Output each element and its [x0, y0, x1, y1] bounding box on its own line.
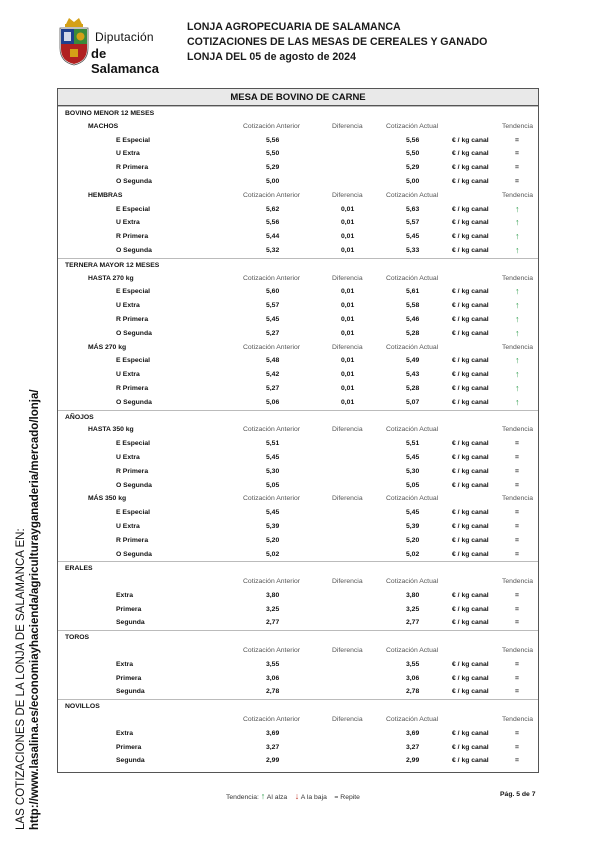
trend-same: =	[515, 757, 519, 765]
trend-same: =	[515, 729, 519, 737]
row-previous-price: 5,48	[266, 357, 280, 365]
row-current-price: 5,50	[406, 150, 420, 158]
section-name: TOROS	[65, 634, 90, 642]
column-header-row	[58, 575, 538, 589]
table-row	[58, 313, 538, 327]
section-row	[58, 106, 538, 120]
col-header-actual: Cotización Actual	[386, 578, 439, 586]
row-unit: € / kg canal	[452, 177, 489, 185]
row-unit: € / kg canal	[452, 660, 489, 668]
row-category: Primera	[116, 674, 142, 682]
legend-up: Al alza	[266, 794, 288, 801]
arrow-up-icon: ↑	[515, 313, 520, 324]
section-name: TERNERA MAYOR 12 MESES	[65, 261, 160, 269]
row-previous-price: 2,99	[266, 757, 280, 765]
table-row	[58, 216, 538, 230]
document-header	[187, 20, 487, 65]
row-unit: € / kg canal	[452, 233, 489, 241]
row-difference: 0,01	[341, 329, 355, 337]
row-current-price: 5,07	[406, 398, 420, 406]
row-unit: € / kg canal	[452, 219, 489, 227]
row-current-price: 3,27	[406, 743, 420, 751]
col-header-actual: Cotización Actual	[386, 122, 439, 130]
row-category: O Segunda	[116, 550, 152, 558]
trend-same: =	[515, 150, 519, 158]
group-header-row	[58, 189, 538, 203]
trend-same: =	[515, 674, 519, 682]
row-difference: 0,01	[341, 384, 355, 392]
row-category: R Primera	[116, 164, 149, 172]
row-unit: € / kg canal	[452, 509, 489, 517]
group-header-row	[58, 120, 538, 134]
row-unit: € / kg canal	[452, 743, 489, 751]
col-header-tendencia: Tendencia	[502, 716, 533, 724]
table-row	[58, 230, 538, 244]
table-row	[58, 437, 538, 451]
header-date: LONJA DEL 05 de agosto de 2024	[187, 51, 356, 63]
col-header-tendencia: Tendencia	[502, 495, 533, 503]
legend-down: A la baja	[300, 794, 327, 801]
row-current-price: 5,30	[406, 467, 420, 475]
table-row	[58, 685, 538, 699]
table-row	[58, 672, 538, 686]
row-unit: € / kg canal	[452, 591, 489, 599]
vertical-sidebar	[14, 130, 42, 830]
col-header-tendencia: Tendencia	[502, 426, 533, 434]
row-current-price: 5,51	[406, 440, 420, 448]
trend-same: =	[515, 536, 519, 544]
group-name: MÁS 350 kg	[88, 495, 127, 503]
row-unit: € / kg canal	[452, 729, 489, 737]
row-category: O Segunda	[116, 398, 152, 406]
group-name: HEMBRAS	[88, 191, 123, 199]
row-unit: € / kg canal	[452, 522, 489, 530]
col-header-actual: Cotización Actual	[386, 343, 439, 351]
table-row	[58, 147, 538, 161]
row-unit: € / kg canal	[452, 757, 489, 765]
row-category: U Extra	[116, 219, 140, 227]
row-previous-price: 5,32	[266, 246, 280, 254]
trend-same: =	[515, 136, 519, 144]
col-header-tendencia: Tendencia	[502, 578, 533, 586]
row-current-price: 5,28	[406, 329, 420, 337]
row-unit: € / kg canal	[452, 150, 489, 158]
row-category: Segunda	[116, 688, 145, 696]
table-row	[58, 727, 538, 741]
row-current-price: 5,45	[406, 509, 420, 517]
row-unit: € / kg canal	[452, 481, 489, 489]
section-row	[58, 410, 538, 424]
table-row	[58, 479, 538, 493]
row-current-price: 5,61	[406, 288, 420, 296]
row-category: U Extra	[116, 453, 140, 461]
row-category: E Especial	[116, 357, 151, 365]
arrow-up-icon: ↑	[515, 231, 520, 242]
trend-same: =	[515, 619, 519, 627]
row-previous-price: 3,80	[266, 591, 280, 599]
row-current-price: 5,39	[406, 522, 420, 530]
row-category: Primera	[116, 743, 142, 751]
row-unit: € / kg canal	[452, 329, 489, 337]
header-subtitle: COTIZACIONES DE LAS MESAS DE CEREALES Y GANADO	[187, 36, 488, 48]
row-difference: 0,01	[341, 315, 355, 323]
col-header-diferencia: Diferencia	[332, 578, 363, 586]
row-previous-price: 5,02	[266, 550, 280, 558]
row-current-price: 3,06	[406, 674, 420, 682]
col-header-actual: Cotización Actual	[386, 274, 439, 282]
col-header-anterior: Cotización Anterior	[243, 426, 301, 434]
table-row	[58, 603, 538, 617]
row-category: E Especial	[116, 205, 151, 213]
table-row	[58, 741, 538, 755]
row-unit: € / kg canal	[452, 453, 489, 461]
table-row	[58, 368, 538, 382]
arrow-up-icon: ↑	[515, 382, 520, 393]
row-unit: € / kg canal	[452, 302, 489, 310]
row-category: U Extra	[116, 302, 140, 310]
row-difference: 0,01	[341, 205, 355, 213]
col-header-anterior: Cotización Anterior	[243, 122, 301, 130]
table-body	[58, 106, 538, 768]
row-current-price: 2,99	[406, 757, 420, 765]
arrow-up-icon: ↑	[515, 286, 520, 297]
row-current-price: 3,25	[406, 605, 420, 613]
row-previous-price: 2,77	[266, 619, 280, 627]
row-current-price: 3,80	[406, 591, 420, 599]
row-category: Segunda	[116, 619, 145, 627]
row-previous-price: 5,62	[266, 205, 280, 213]
table-row	[58, 203, 538, 217]
row-unit: € / kg canal	[452, 536, 489, 544]
col-header-anterior: Cotización Anterior	[243, 647, 301, 655]
trend-same: =	[515, 481, 519, 489]
row-unit: € / kg canal	[452, 550, 489, 558]
row-previous-price: 5,45	[266, 509, 280, 517]
row-previous-price: 3,55	[266, 660, 280, 668]
row-previous-price: 5,06	[266, 398, 280, 406]
row-category: Extra	[116, 729, 134, 737]
section-name: BOVINO MENOR 12 MESES	[65, 110, 155, 117]
arrow-down-icon: ↓	[294, 791, 300, 801]
col-header-tendencia: Tendencia	[502, 122, 533, 130]
column-header-row	[58, 713, 538, 727]
row-category: E Especial	[116, 136, 151, 144]
section-row	[58, 258, 538, 272]
legend-prefix: Tendencia:	[226, 794, 259, 801]
table-row	[58, 465, 538, 479]
table-row	[58, 754, 538, 768]
col-header-tendencia: Tendencia	[502, 274, 533, 282]
table-row	[58, 134, 538, 148]
row-difference: 0,01	[341, 371, 355, 379]
table-row	[58, 658, 538, 672]
row-current-price: 2,77	[406, 619, 420, 627]
price-table	[57, 88, 539, 773]
col-header-diferencia: Diferencia	[332, 647, 363, 655]
diputacion-logo	[57, 14, 167, 76]
sidebar-url-link[interactable]: http://www.lasalina.es/economiayhacienda/agriculturayganaderia/mercado/lonja/	[29, 389, 41, 830]
row-previous-price: 5,45	[266, 453, 280, 461]
row-current-price: 5,05	[406, 481, 420, 489]
arrow-up-icon: ↑	[515, 244, 520, 255]
row-category: R Primera	[116, 315, 149, 323]
row-current-price: 5,29	[406, 164, 420, 172]
row-difference: 0,01	[341, 302, 355, 310]
logo-text-bottom: de Salamanca	[91, 46, 159, 76]
col-header-actual: Cotización Actual	[386, 191, 439, 199]
row-unit: € / kg canal	[452, 398, 489, 406]
table-title: MESA DE BOVINO DE CARNE	[58, 89, 538, 106]
trend-same: =	[515, 440, 519, 448]
col-header-actual: Cotización Actual	[386, 716, 439, 724]
row-difference: 0,01	[341, 246, 355, 254]
table-row	[58, 161, 538, 175]
row-difference: 0,01	[341, 233, 355, 241]
row-previous-price: 3,25	[266, 605, 280, 613]
row-previous-price: 5,30	[266, 467, 280, 475]
row-previous-price: 5,20	[266, 536, 280, 544]
table-row	[58, 520, 538, 534]
row-previous-price: 5,60	[266, 288, 280, 296]
table-row	[58, 589, 538, 603]
row-previous-price: 3,06	[266, 674, 280, 682]
table-row	[58, 382, 538, 396]
row-unit: € / kg canal	[452, 605, 489, 613]
col-header-tendencia: Tendencia	[502, 343, 533, 351]
group-header-row	[58, 341, 538, 355]
row-previous-price: 5,29	[266, 164, 280, 172]
row-category: O Segunda	[116, 177, 152, 185]
row-unit: € / kg canal	[452, 467, 489, 475]
row-unit: € / kg canal	[452, 688, 489, 696]
col-header-tendencia: Tendencia	[502, 647, 533, 655]
row-category: O Segunda	[116, 481, 152, 489]
row-difference: 0,01	[341, 357, 355, 365]
row-previous-price: 5,27	[266, 329, 280, 337]
group-header-row	[58, 272, 538, 286]
col-header-diferencia: Diferencia	[332, 495, 363, 503]
col-header-anterior: Cotización Anterior	[243, 716, 301, 724]
col-header-diferencia: Diferencia	[332, 343, 363, 351]
row-difference: 0,01	[341, 398, 355, 406]
trend-same: =	[515, 550, 519, 558]
row-previous-price: 5,44	[266, 233, 280, 241]
row-category: Extra	[116, 660, 134, 668]
col-header-anterior: Cotización Anterior	[243, 343, 301, 351]
trend-same: =	[515, 688, 519, 696]
arrow-up-icon: ↑	[515, 203, 520, 214]
row-difference: 0,01	[341, 288, 355, 296]
row-unit: € / kg canal	[452, 357, 489, 365]
row-category: O Segunda	[116, 329, 152, 337]
table-row	[58, 451, 538, 465]
row-current-price: 5,00	[406, 177, 420, 185]
arrow-up-icon: ↑	[515, 396, 520, 407]
row-previous-price: 5,57	[266, 302, 280, 310]
group-name: MÁS 270 kg	[88, 343, 127, 351]
trend-same: =	[515, 743, 519, 751]
group-header-row	[58, 423, 538, 437]
row-previous-price: 5,39	[266, 522, 280, 530]
table-row	[58, 327, 538, 341]
row-current-price: 5,20	[406, 536, 420, 544]
row-category: U Extra	[116, 522, 140, 530]
col-header-diferencia: Diferencia	[332, 274, 363, 282]
row-unit: € / kg canal	[452, 288, 489, 296]
logo-text-top: Diputación	[95, 30, 154, 44]
trend-same: =	[515, 509, 519, 517]
row-previous-price: 3,27	[266, 743, 280, 751]
row-current-price: 5,33	[406, 246, 420, 254]
row-current-price: 5,58	[406, 302, 420, 310]
row-current-price: 3,55	[406, 660, 420, 668]
row-current-price: 5,28	[406, 384, 420, 392]
row-category: Segunda	[116, 757, 145, 765]
section-name: AÑOJOS	[65, 413, 94, 421]
row-current-price: 5,57	[406, 219, 420, 227]
row-current-price: 2,78	[406, 688, 420, 696]
group-name: MACHOS	[88, 122, 119, 130]
table-row	[58, 244, 538, 258]
trend-same: =	[515, 522, 519, 530]
arrow-up-icon: ↑	[515, 355, 520, 366]
arrow-up-icon: ↑	[515, 369, 520, 380]
row-previous-price: 5,42	[266, 371, 280, 379]
row-current-price: 5,56	[406, 136, 420, 144]
row-category: U Extra	[116, 150, 140, 158]
row-unit: € / kg canal	[452, 384, 489, 392]
row-category: U Extra	[116, 371, 140, 379]
arrow-up-icon: ↑	[260, 791, 266, 801]
col-header-actual: Cotización Actual	[386, 426, 439, 434]
row-current-price: 5,63	[406, 205, 420, 213]
row-current-price: 3,69	[406, 729, 420, 737]
row-previous-price: 5,56	[266, 219, 280, 227]
coat-of-arms-icon	[57, 14, 91, 66]
table-row	[58, 616, 538, 630]
row-current-price: 5,45	[406, 453, 420, 461]
section-name: ERALES	[65, 565, 93, 573]
row-unit: € / kg canal	[452, 315, 489, 323]
row-previous-price: 5,45	[266, 315, 280, 323]
row-category: Primera	[116, 605, 142, 613]
col-header-anterior: Cotización Anterior	[243, 191, 301, 199]
col-header-diferencia: Diferencia	[332, 122, 363, 130]
trend-same: =	[515, 591, 519, 599]
group-name: HASTA 350 kg	[88, 426, 134, 434]
trend-same: =	[515, 177, 519, 185]
col-header-diferencia: Diferencia	[332, 716, 363, 724]
col-header-anterior: Cotización Anterior	[243, 578, 301, 586]
row-category: Extra	[116, 591, 134, 599]
row-unit: € / kg canal	[452, 164, 489, 172]
col-header-anterior: Cotización Anterior	[243, 274, 301, 282]
row-category: E Especial	[116, 440, 151, 448]
row-unit: € / kg canal	[452, 246, 489, 254]
legend-same: = Repite	[334, 794, 360, 801]
row-current-price: 5,43	[406, 371, 420, 379]
row-category: R Primera	[116, 467, 149, 475]
trend-same: =	[515, 467, 519, 475]
page-number: Pág. 5 de 7	[500, 791, 536, 798]
row-previous-price: 2,78	[266, 688, 280, 696]
section-row	[58, 630, 538, 644]
row-previous-price: 5,05	[266, 481, 280, 489]
col-header-tendencia: Tendencia	[502, 191, 533, 199]
table-row	[58, 534, 538, 548]
row-unit: € / kg canal	[452, 440, 489, 448]
col-header-anterior: Cotización Anterior	[243, 495, 301, 503]
row-unit: € / kg canal	[452, 136, 489, 144]
table-row	[58, 548, 538, 562]
column-header-row	[58, 644, 538, 658]
trend-same: =	[515, 453, 519, 461]
row-previous-price: 5,27	[266, 384, 280, 392]
group-name: HASTA 270 kg	[88, 274, 134, 282]
row-category: E Especial	[116, 288, 151, 296]
section-row	[58, 699, 538, 713]
row-unit: € / kg canal	[452, 205, 489, 213]
trend-same: =	[515, 164, 519, 172]
trend-same: =	[515, 605, 519, 613]
trend-legend	[226, 791, 360, 801]
table-row	[58, 506, 538, 520]
row-current-price: 5,46	[406, 315, 420, 323]
arrow-up-icon: ↑	[515, 327, 520, 338]
row-category: R Primera	[116, 384, 149, 392]
trend-same: =	[515, 660, 519, 668]
row-previous-price: 3,69	[266, 729, 280, 737]
row-difference: 0,01	[341, 219, 355, 227]
section-name: NOVILLOS	[65, 703, 100, 711]
group-header-row	[58, 492, 538, 506]
table-row	[58, 299, 538, 313]
row-unit: € / kg canal	[452, 674, 489, 682]
row-unit: € / kg canal	[452, 619, 489, 627]
row-previous-price: 5,00	[266, 177, 280, 185]
row-category: E Especial	[116, 509, 151, 517]
row-previous-price: 5,56	[266, 136, 280, 144]
col-header-diferencia: Diferencia	[332, 191, 363, 199]
table-row	[58, 175, 538, 189]
row-previous-price: 5,51	[266, 440, 280, 448]
row-current-price: 5,45	[406, 233, 420, 241]
table-row	[58, 396, 538, 410]
section-row	[58, 561, 538, 575]
arrow-up-icon: ↑	[515, 217, 520, 228]
row-category: O Segunda	[116, 246, 152, 254]
sidebar-caption: LAS COTIZACIONES DE LA LONJA DE SALAMANCA EN:	[15, 528, 27, 830]
row-unit: € / kg canal	[452, 371, 489, 379]
header-title: LONJA AGROPECUARIA DE SALAMANCA	[187, 21, 401, 33]
row-category: R Primera	[116, 536, 149, 544]
col-header-actual: Cotización Actual	[386, 495, 439, 503]
table-row	[58, 354, 538, 368]
table-row	[58, 285, 538, 299]
arrow-up-icon: ↑	[515, 300, 520, 311]
row-previous-price: 5,50	[266, 150, 280, 158]
col-header-diferencia: Diferencia	[332, 426, 363, 434]
row-current-price: 5,49	[406, 357, 420, 365]
row-category: R Primera	[116, 233, 149, 241]
col-header-actual: Cotización Actual	[386, 647, 439, 655]
row-current-price: 5,02	[406, 550, 420, 558]
